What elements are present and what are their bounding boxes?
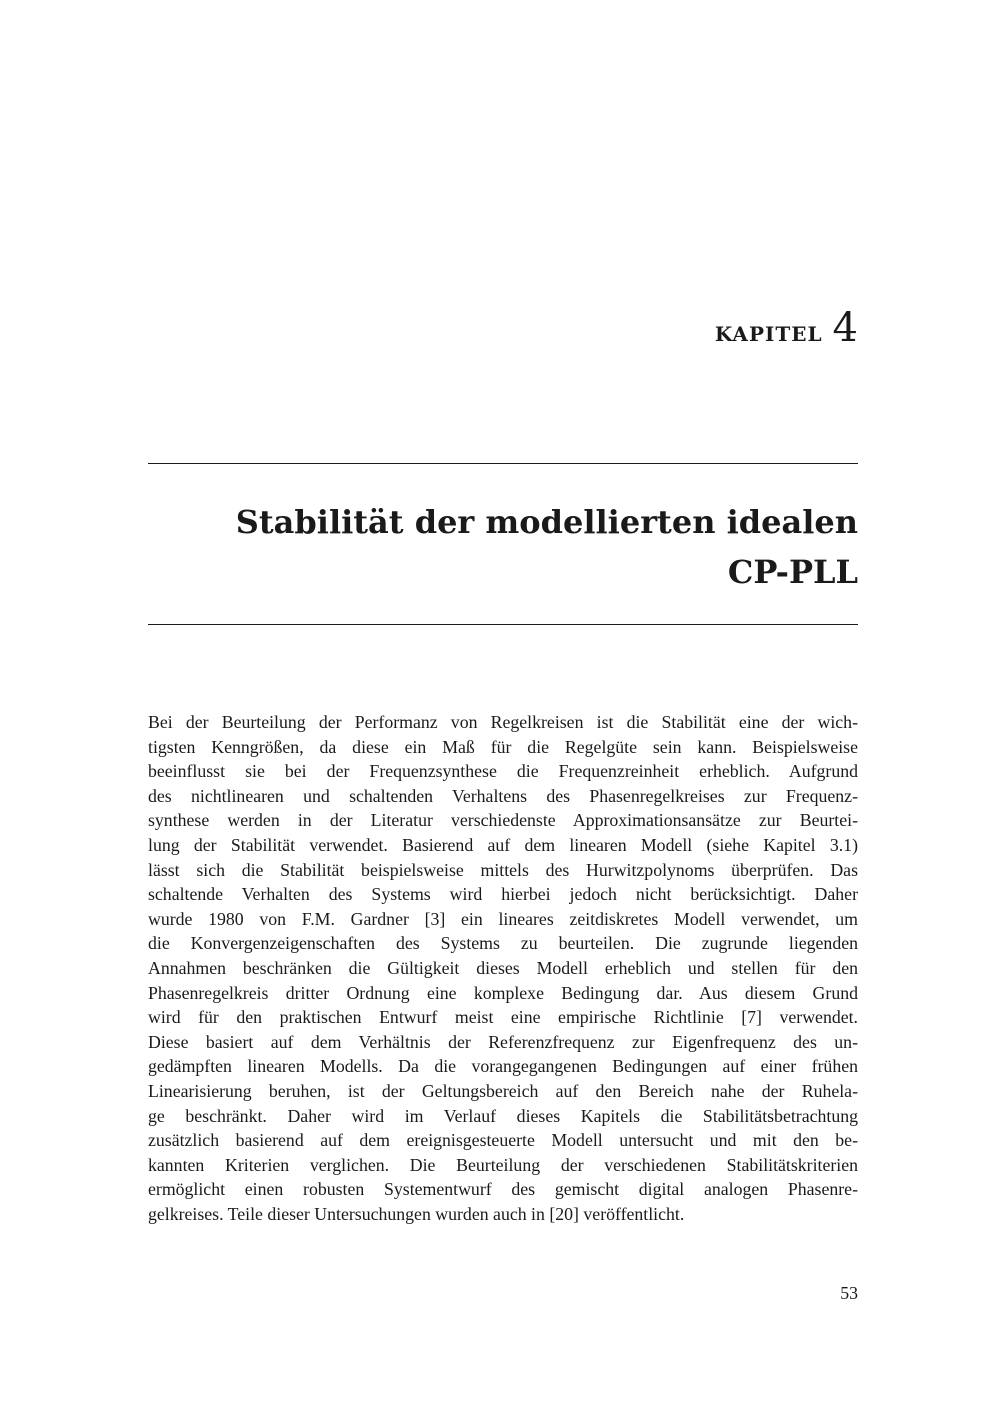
text-line: Diese basiert auf dem Verhältnis der Referenzfrequenz zur Eigenfrequenz des un- xyxy=(148,1031,858,1052)
text-line: Phasenregelkreis dritter Ordnung eine komplexe Bedingung dar. Aus diesem Grund xyxy=(148,982,858,1003)
text-line: die Konvergenzeigenschaften des Systems zu beurteilen. Die zugrunde liegenden xyxy=(148,933,858,954)
text-line: wurde 1980 von F.M. Gardner [3] ein lineares zeitdiskretes Modell verwendet, um xyxy=(148,908,858,929)
text-line: Annahmen beschränken die Gültigkeit dieses Modell erheblich und stellen für den xyxy=(148,957,858,978)
text-line: gedämpften linearen Modells. Da die vorangegangenen Bedingungen auf einer frühen xyxy=(148,1056,858,1077)
text-line: lung der Stabilität verwendet. Basierend auf dem linearen Modell (siehe Kapitel 3.1) xyxy=(148,834,858,855)
body-paragraph xyxy=(148,710,858,1226)
text-line: Bei der Beurteilung der Performanz von Regelkreisen ist die Stabilität eine der wich- xyxy=(148,712,858,732)
text-line: kannten Kriterien verglichen. Die Beurteilung der verschiedenen Stabilitätskriterien xyxy=(148,1154,858,1175)
text-line: beeinflusst sie bei der Frequenzsynthese die Frequenzreinheit erheblich. Aufgrund xyxy=(148,761,858,782)
text-line: ge beschränkt. Daher wird im Verlauf dieses Kapitels die Stabilitätsbetrachtung xyxy=(148,1105,858,1126)
chapter-label xyxy=(714,305,858,351)
chapter-title xyxy=(236,497,858,597)
text-line: lässt sich die Stabilität beispielsweise mittels des Hurwitzpolynoms überprüfen. Das xyxy=(148,859,858,880)
chapter-label-word: kapitel xyxy=(714,315,823,348)
page-number: 53 xyxy=(840,1283,858,1303)
chapter-title-line: CP-PLL xyxy=(727,553,858,591)
title-rule-top xyxy=(148,463,858,464)
text-line: synthese werden in der Literatur verschiedenste Approximationsansätze zur Beurtei- xyxy=(148,810,858,831)
text-line: des nichtlinearen und schaltenden Verhaltens des Phasenregelkreises zur Frequenz- xyxy=(148,785,858,806)
text-line: tigsten Kenngrößen, da diese ein Maß für die Regelgüte sein kann. Beispielsweise xyxy=(148,736,858,757)
text-line: wird für den praktischen Entwurf meist eine empirische Richtlinie [7] verwendet. xyxy=(148,1007,858,1028)
text-line: zusätzlich basierend auf dem ereignisgesteuerte Modell untersucht und mit den be- xyxy=(148,1130,858,1151)
title-rule-bottom xyxy=(148,624,858,625)
text-line: schaltende Verhalten des Systems wird hierbei jedoch nicht berücksichtigt. Daher xyxy=(148,884,858,905)
chapter-number: 4 xyxy=(832,305,858,351)
text-line: gelkreises. Teile dieser Untersuchungen wurden auch in [20] veröffentlicht. xyxy=(148,1203,685,1224)
chapter-title-line: Stabilität der modellierten idealen xyxy=(235,503,858,541)
text-line: Linearisierung beruhen, ist der Geltungsbereich auf den Bereich nahe der Ruhela- xyxy=(148,1080,858,1101)
text-line: ermöglicht einen robusten Systementwurf des gemischt digital analogen Phasenre- xyxy=(148,1179,858,1200)
